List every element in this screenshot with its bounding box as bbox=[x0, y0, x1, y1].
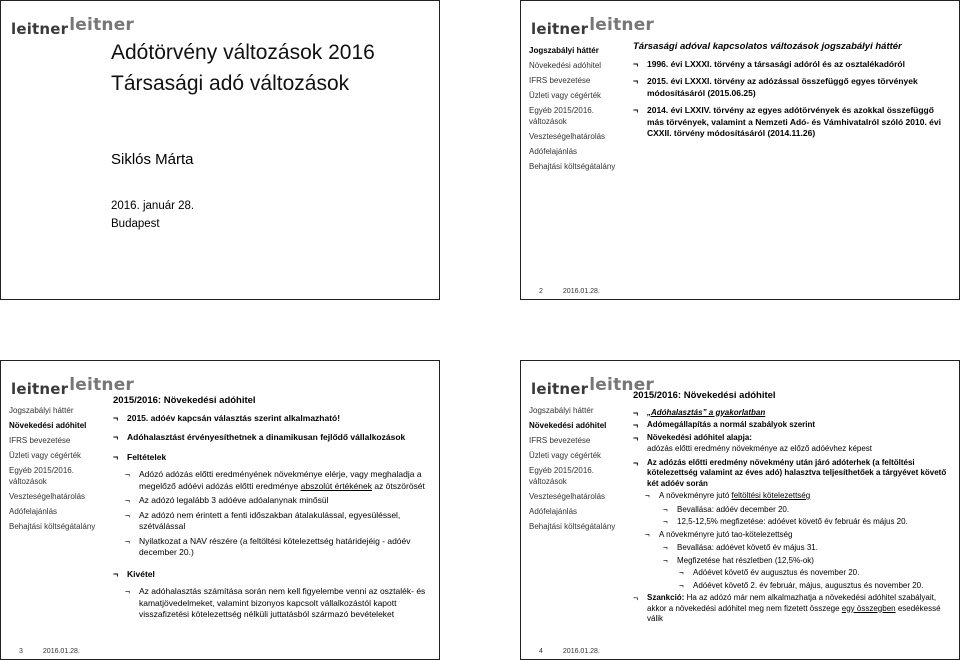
list-item: ¬ 2014. évi LXXIV. törvény az egyes adótörvények és azokkal összefüggő más törvények, valamint a Nemzeti Adó- és Vámhivatalról szóló 2010. évi CXXII. törvény módosításáról (2014.11.26) bbox=[633, 105, 953, 140]
sidebar-item-goodwill[interactable]: Üzleti vagy cégérték bbox=[9, 451, 82, 460]
slide-title: 2015/2016: Növekedési adóhitel bbox=[633, 390, 776, 401]
author-name: Siklós Márta bbox=[111, 151, 194, 168]
sidebar-item-goodwill[interactable]: Üzleti vagy cégérték bbox=[529, 451, 602, 460]
list-item: ¬ „Adóhalasztás” a gyakorlatban bbox=[633, 408, 953, 419]
list-item: ¬ Kivétel bbox=[113, 569, 433, 581]
list-item: ¬ A növekményre jutó tao-kötelezettség bbox=[633, 530, 953, 541]
sidebar-item-legal[interactable]: Jogszabályi háttér bbox=[529, 46, 599, 55]
sidebar-item-offer[interactable]: Adófelajánlás bbox=[529, 147, 578, 156]
sidebar-item-growth[interactable]: Növekedési adóhitel bbox=[529, 61, 602, 70]
slide-2 bbox=[520, 0, 960, 300]
slide-title: Társasági adóval kapcsolatos változások jogszabályi háttér bbox=[633, 41, 902, 52]
list-item: ¬ Adóévet követő 2. év február, május, augusztus és november 20. bbox=[633, 581, 953, 592]
sidebar-item-collection[interactable]: Behajtási költségátalány bbox=[9, 522, 96, 531]
sidebar-item-legal[interactable]: Jogszabályi háttér bbox=[9, 406, 74, 415]
sidebar-item-loss[interactable]: Veszteségelhatárolás bbox=[529, 492, 606, 501]
leitner-logo: leitnerleitner bbox=[531, 15, 655, 38]
list-item: ¬ Megfizetése hat részletben (12,5%-ok) bbox=[633, 556, 953, 567]
sidebar-item-growth[interactable]: Növekedési adóhitel bbox=[529, 421, 607, 430]
list-item: ¬ Bevallása: adóév december 20. bbox=[633, 505, 953, 516]
list-item: ¬ Nyilatkozat a NAV részére (a feltöltési kötelezettség határidejéig - adóév december 20.) bbox=[113, 536, 433, 559]
list-item: ¬ Szankció: Ha az adózó már nem alkalmazhatja a növekedési adóhitel szabályait, akkor a növekedési adóhitel meg nem fizetett összege egy összegben esedékessé válik bbox=[633, 593, 953, 625]
sidebar-item-collection[interactable]: Behajtási költségátalány bbox=[529, 162, 616, 171]
list-item: ¬ Az adóhalasztás számítása során nem kell figyelembe venni az osztalék- és kamatjövedelmeket, valamint bizonyos kapcsolt vállalkozástól kapott visszafizetési kötelezettség nélküli juttatásból származó bevételeket bbox=[113, 586, 433, 621]
list-item: ¬ Az adózás előtti eredmény növekmény után járó adóterhek (a feltöltési kötelezettség valamint az éves adó) halasztva teljesíthetőek a tárgyévet követő két adóév során bbox=[633, 458, 953, 490]
slide-content bbox=[633, 41, 953, 146]
list-item: ¬ 2015. adóév kapcsán választás szerint alkalmazható! bbox=[113, 413, 433, 425]
slide-4 bbox=[520, 360, 960, 660]
list-item: ¬ Feltételek bbox=[113, 452, 433, 464]
list-item: ¬ Az adózó nem érintett a fenti időszakban átalakulással, egyesüléssel, szétválással bbox=[113, 510, 433, 533]
leitner-logo: leitnerleitner bbox=[11, 15, 135, 38]
list-item: ¬ Adómegállapítás a normál szabályok szerint bbox=[633, 420, 953, 431]
list-item: ¬ Adóhalasztást érvényesíthetnek a dinamikusan fejlődő vállalkozások bbox=[113, 432, 433, 444]
sidebar-nav bbox=[529, 405, 629, 536]
date-place: 2016. január 28. Budapest bbox=[111, 200, 195, 230]
list-item: ¬ Bevallása: adóévet követő év május 31. bbox=[633, 543, 953, 554]
slide-title: 2015/2016: Növekedési adóhitel bbox=[113, 395, 256, 406]
sidebar-item-legal[interactable]: Jogszabályi háttér bbox=[529, 406, 594, 415]
sidebar-item-goodwill[interactable]: Üzleti vagy cégérték bbox=[529, 91, 602, 100]
sidebar-nav bbox=[9, 405, 109, 536]
presentation-title: Adótörvény változások 2016 Társasági adó változások bbox=[111, 41, 375, 95]
list-item: ¬ Növekedési adóhitel alapja: bbox=[633, 433, 953, 444]
sidebar-item-loss[interactable]: Veszteségelhatárolás bbox=[9, 492, 86, 501]
sidebar-item-other[interactable]: Egyéb 2015/2016. változások bbox=[9, 466, 74, 486]
list-item: ¬ Az adózó legalább 3 adóéve adóalanynak minősül bbox=[113, 495, 433, 507]
list-item: ¬ 2015. évi LXXXI. törvény az adózással összefüggő egyes törvények módosításáról (2015.06.25) bbox=[633, 76, 953, 99]
leitner-logo: leitnerleitner bbox=[531, 375, 655, 398]
slide-content bbox=[633, 391, 953, 631]
sidebar-nav bbox=[529, 45, 629, 176]
list-item: ¬ 1996. évi LXXXI. törvény a társasági adóról és az osztalékadóról bbox=[633, 59, 953, 71]
slide-1 bbox=[0, 0, 440, 300]
sidebar-item-collection[interactable]: Behajtási költségátalány bbox=[529, 522, 616, 531]
sidebar-item-growth[interactable]: Növekedési adóhitel bbox=[9, 421, 87, 430]
sidebar-item-loss[interactable]: Veszteségelhatárolás bbox=[529, 132, 606, 141]
sidebar-item-other[interactable]: Egyéb 2015/2016. változások bbox=[529, 466, 594, 486]
slide-content bbox=[113, 395, 433, 624]
slide-footer: 4 2016.01.28. bbox=[539, 648, 600, 655]
list-item: ¬ A növekményre jutó feltöltési kötelezettség bbox=[633, 491, 953, 502]
list-item: ¬ 12,5-12,5% megfizetése: adóévet követő év február és május 20. bbox=[633, 517, 953, 528]
sidebar-item-offer[interactable]: Adófelajánlás bbox=[529, 507, 578, 516]
sidebar-item-other[interactable]: Egyéb 2015/2016. változások bbox=[529, 106, 594, 126]
sidebar-item-offer[interactable]: Adófelajánlás bbox=[9, 507, 58, 516]
slide-footer: 3 2016.01.28. bbox=[19, 648, 80, 655]
sidebar-item-ifrs[interactable]: IFRS bevezetése bbox=[529, 436, 591, 445]
sidebar-item-ifrs[interactable]: IFRS bevezetése bbox=[9, 436, 71, 445]
sidebar-item-ifrs[interactable]: IFRS bevezetése bbox=[529, 76, 591, 85]
list-item-text: adózás előtti eredmény növekménye az előző adóévhez képest bbox=[647, 444, 873, 453]
slide-3 bbox=[0, 360, 440, 660]
slide-footer: 2 2016.01.28. bbox=[539, 288, 600, 295]
leitner-logo: leitnerleitner bbox=[11, 375, 135, 398]
list-item: ¬ Adóévet követő év augusztus és november 20. bbox=[633, 568, 953, 579]
list-item: ¬ Adózó adózás előtti eredményének növekménye elérje, vagy meghaladja a megelőző adóévi adózás előtti eredménye abszolút értékének az ötszörösét bbox=[113, 469, 433, 492]
